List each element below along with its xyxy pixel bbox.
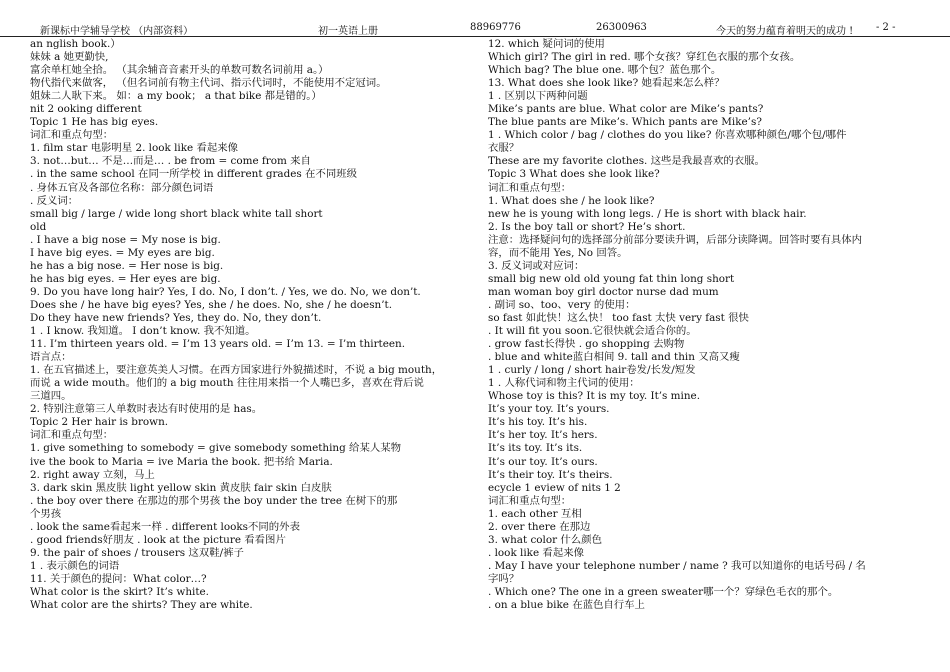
text-line: 词汇和重点句型：: [30, 429, 114, 442]
text-line: . Which one? The one in a green sweater哪一个？穿绿色毛衣的那个。: [488, 585, 839, 598]
subject-title: 初一英语上册: [318, 26, 378, 37]
text-line: Does she / he have big eyes? Yes, she / he does. No, she / he doesn’t.: [30, 298, 393, 311]
text-line: . good friends好朋友 . look at the picture 看看图片: [30, 533, 286, 546]
right-column: [488, 38, 950, 612]
left-column: [30, 38, 498, 612]
text-line: 三道四。: [30, 390, 72, 403]
text-line: ecycle 1 eview of nits 1 2: [488, 481, 621, 494]
text-line: It’s your toy. It’s yours.: [488, 403, 610, 416]
text-line: 3. what color 什么颜色: [488, 533, 602, 546]
text-line: It’s our toy. It’s ours.: [488, 455, 598, 468]
text-line: 1 . 表示颜色的词语: [30, 559, 120, 572]
text-line: 2. 特别注意第三人单数时表达有时使用的是 has。: [30, 403, 263, 416]
text-line: 物代指代来做客， （但名词前有物主代词、指示代词时，不能使用不定冠词。: [30, 77, 387, 90]
text-line: 而说 a wide mouth。他们的 a big mouth 往往用来指一个人嘴巴多，喜欢在背后说: [30, 377, 424, 390]
text-line: 字吗？: [488, 572, 520, 585]
text-line: Topic 1 He has big eyes.: [30, 116, 159, 129]
text-line: so fast 如此快！这么快！ too fast 太快 very fast 很快: [488, 311, 749, 324]
text-line: 3. dark skin 黑皮肤 light yellow skin 黄皮肤 fair skin 白皮肤: [30, 481, 332, 494]
text-line: Do they have new friends? Yes, they do. No, they don’t.: [30, 311, 322, 324]
text-line: 1 . 人称代词和物主代词的使用：: [488, 377, 640, 390]
text-line: 11. 关于颜色的提问：What color…?: [30, 572, 207, 585]
text-line: 1. give something to somebody = give somebody something 给某人某物: [30, 442, 402, 455]
text-line: 9. the pair of shoes / trousers 这双鞋/裤子: [30, 546, 244, 559]
page-header: [0, 0, 950, 37]
text-line: 13. What does she look like? 她看起来怎么样？: [488, 77, 725, 90]
text-line: 1. film star 电影明星 2. look like 看起来像: [30, 142, 239, 155]
text-line: . look the same看起来一样 . different looks不同的外表: [30, 520, 300, 533]
text-line: 词汇和重点句型：: [488, 494, 572, 507]
text-line: he has big eyes. = Her eyes are big.: [30, 272, 221, 285]
text-line: 3. not…but… 不是…而是… . be from = come from 来自: [30, 155, 311, 168]
text-line: new he is young with long legs. / He is short with black hair.: [488, 207, 807, 220]
text-line: small big / large / wide long short black white tall short: [30, 207, 323, 220]
text-line: old: [30, 220, 47, 233]
text-line: What color are the shirts? They are white.: [30, 599, 253, 612]
text-line: an nglish book.）: [30, 38, 121, 50]
text-line: . May I have your telephone number / name ? 我可以知道你的电话号码 / 名: [488, 559, 866, 572]
text-line: 姐妹二人耿下来。 如：a my book； a that bike 都是错的。）: [30, 90, 322, 103]
phone-number-2: 26300963: [596, 22, 647, 33]
text-line: . 身体五官及各部位名称：部分颜色词语: [30, 181, 214, 194]
text-line: 1 . 区别以下两种问题: [488, 90, 588, 103]
text-line: nit 2 ooking different: [30, 103, 142, 116]
text-line: Topic 3 What does she look like?: [488, 168, 660, 181]
text-line: 容，而不能用 Yes, No 回答。: [488, 246, 628, 259]
text-line: 注意：选择疑问句的选择部分前部分要读升调，后部分读降调。回答时要有具体内: [488, 233, 863, 246]
phone-number-1: 88969776: [470, 22, 521, 33]
text-line: . 反义词：: [30, 194, 79, 207]
page-number: - 2 -: [876, 22, 896, 33]
text-line: 词汇和重点句型：: [488, 181, 572, 194]
text-line: 富余单杠她全拾。 （其余辅音音素开头的单数可数名词前用 a。）: [30, 64, 329, 77]
text-line: 2. right away 立刻，马上: [30, 468, 155, 481]
text-line: small big new old old young fat thin long short: [488, 272, 735, 285]
text-line: 妹妹 a 她更勤快,: [30, 51, 109, 64]
text-line: 1 . curly / long / short hair卷发/长发/短发: [488, 364, 696, 377]
text-line: Which girl? The girl in red. 哪个女孩？穿红色衣服的那个女孩。: [488, 51, 801, 64]
text-line: 1 . Which color / bag / clothes do you like? 你喜欢哪种颜色/哪个包/哪件: [488, 129, 847, 142]
text-line: It’s her toy. It’s hers.: [488, 429, 598, 442]
text-line: 语言点：: [30, 351, 72, 364]
text-line: 11. I’m thirteen years old. = I’m 13 years old. = I’m 13. = I’m thirteen.: [30, 338, 406, 351]
text-line: 个男孩: [30, 507, 62, 520]
text-line: 1. 在五官描述上，要注意英美人习惯。在西方国家进行外貌描述时，不说 a big mouth，: [30, 364, 443, 377]
text-line: Which bag? The blue one. 哪个包？蓝色那个。: [488, 64, 722, 77]
text-line: The blue pants are Mike’s. Which pants are Mike’s?: [488, 116, 762, 129]
text-line: 词汇和重点句型：: [30, 129, 114, 142]
text-line: It’s their toy. It’s theirs.: [488, 468, 613, 481]
text-line: It’s his toy. It’s his.: [488, 416, 588, 429]
text-line: 1. each other 互相: [488, 507, 582, 520]
text-line: Whose toy is this? It is my toy. It’s mine.: [488, 390, 701, 403]
text-line: he has a big nose. = Her nose is big.: [30, 259, 224, 272]
text-line: . I have a big nose = My nose is big.: [30, 233, 221, 246]
text-line: What color is the skirt? It’s white.: [30, 585, 209, 598]
text-line: . blue and white蓝白相间 9. tall and thin 又高又瘦: [488, 351, 740, 364]
text-line: . in the same school 在同一所学校 in different grades 在不同班级: [30, 168, 358, 181]
text-line: . the boy over there 在那边的那个男孩 the boy under the tree 在树下的那: [30, 494, 398, 507]
text-line: 1 . I know. 我知道。 I don’t know. 我不知道。: [30, 325, 256, 338]
text-line: Topic 2 Her hair is brown.: [30, 416, 169, 429]
text-line: . It will fit you soon.它很快就会适合你的。: [488, 325, 697, 338]
text-line: 9. Do you have long hair? Yes, I do. No, I don’t. / Yes, we do. No, we don’t.: [30, 285, 421, 298]
text-line: 3. 反义词或对应词：: [488, 259, 585, 272]
text-line: 2. over there 在那边: [488, 520, 591, 533]
text-line: 12. which 疑问词的使用: [488, 38, 605, 50]
text-line: These are my favorite clothes. 这些是我最喜欢的衣服。: [488, 155, 765, 168]
text-line: Mike’s pants are blue. What color are Mike’s pants?: [488, 103, 764, 116]
school-name: 新课标中学辅导学校 （内部资料）: [40, 26, 194, 37]
text-line: I have big eyes. = My eyes are big.: [30, 246, 215, 259]
text-line: ive the book to Maria = ive Maria the book. 把书给 Maria.: [30, 455, 333, 468]
text-line: 衣服？: [488, 142, 520, 155]
text-line: man woman boy girl doctor nurse dad mum: [488, 285, 719, 298]
text-line: It’s its toy. It’s its.: [488, 442, 583, 455]
motto: 今天的努力蕴育着明天的成功 !: [716, 26, 854, 37]
text-line: . 副词 so、too、very 的使用：: [488, 298, 636, 311]
text-line: . grow fast长得快 . go shopping 去购物: [488, 338, 685, 351]
text-line: 1. What does she / he look like?: [488, 194, 655, 207]
text-line: . look like 看起来像: [488, 546, 584, 559]
text-line: . on a blue bike 在蓝色自行车上: [488, 599, 645, 612]
text-line: 2. Is the boy tall or short? He’s short.: [488, 220, 686, 233]
